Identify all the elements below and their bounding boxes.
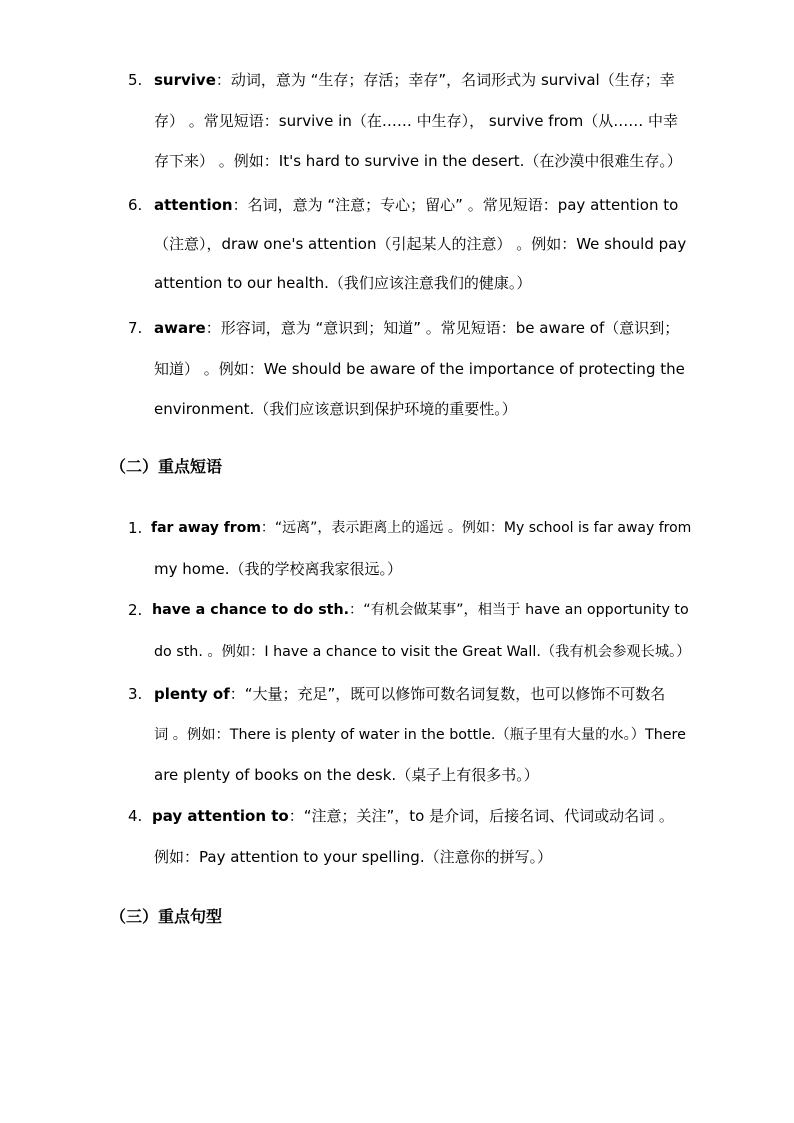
item-text: ：“大量；充足”，既可以修饰可数名词复数，也可以修饰不可数名 (229, 685, 666, 703)
item-number: 7. (128, 319, 143, 337)
item-number: 6. (128, 196, 143, 214)
item-text: ：名词，意为 “注意；专心；留心” 。常见短语：pay attention to (232, 196, 679, 214)
item-line (154, 70, 675, 90)
item-text: ：“注意；关注”，to 是介词，后接名词、代词或动名词 。 (288, 807, 674, 825)
item-text: ：“远离”，表示距离上的遥远 。例如：My school is far away from (260, 520, 692, 536)
section-heading: （二）重点短语 (110, 457, 223, 476)
item-number: 2. (128, 601, 143, 619)
item-line (154, 195, 678, 215)
item-line: 词 。例如：There is plenty of water in the bottle.（瓶子里有大量的水。）There (154, 727, 686, 743)
item-line (154, 318, 679, 338)
item-line (151, 518, 691, 538)
item-term: aware (154, 319, 206, 337)
item-line: 知道） 。例如：We should be aware of the importance of protecting the (154, 360, 685, 378)
item-line: 例如：Pay attention to your spelling.（注意你的拼写。） (154, 848, 553, 866)
item-text: ：“有机会做某事”，相当于 have an opportunity to (349, 602, 689, 618)
item-number: 4. (128, 807, 143, 825)
item-line (154, 684, 665, 704)
item-line (152, 600, 689, 620)
item-term: have a chance to do sth. (152, 602, 350, 618)
item-term: far away from (151, 520, 261, 536)
item-number: 5. (128, 71, 143, 89)
item-number: 1. (128, 519, 143, 537)
item-term: attention (154, 196, 233, 214)
item-line: my home.（我的学校离我家很远。） (154, 560, 403, 578)
item-line: attention to our health.（我们应该注意我们的健康。） (154, 274, 532, 292)
item-term: pay attention to (152, 807, 289, 825)
item-term: survive (154, 71, 216, 89)
item-number: 3. (128, 685, 143, 703)
item-line: （注意），draw one's attention（引起某人的注意） 。例如：We should pay (154, 235, 687, 253)
item-line: 存下来） 。例如：It's hard to survive in the desert.（在沙漠中很难生存。） (154, 152, 682, 170)
item-line: do sth. 。例如：I have a chance to visit the Great Wall.（我有机会参观长城。） (154, 644, 691, 660)
item-line: are plenty of books on the desk.（桌子上有很多书。） (154, 766, 539, 784)
item-line: environment.（我们应该意识到保护环境的重要性。） (154, 400, 517, 418)
item-term: plenty of (154, 685, 230, 703)
item-line: 存） 。常见短语：survive in（在…… 中生存）， survive from（从…… 中幸 (154, 112, 678, 130)
item-text: ：形容词，意为 “意识到；知道” 。常见短语：be aware of（意识到； (205, 319, 680, 337)
section-heading: （三）重点句型 (110, 907, 223, 926)
item-line (152, 806, 674, 826)
item-text: ：动词，意为 “生存；存活；幸存”，名词形式为 survival（生存；幸 (215, 71, 675, 89)
